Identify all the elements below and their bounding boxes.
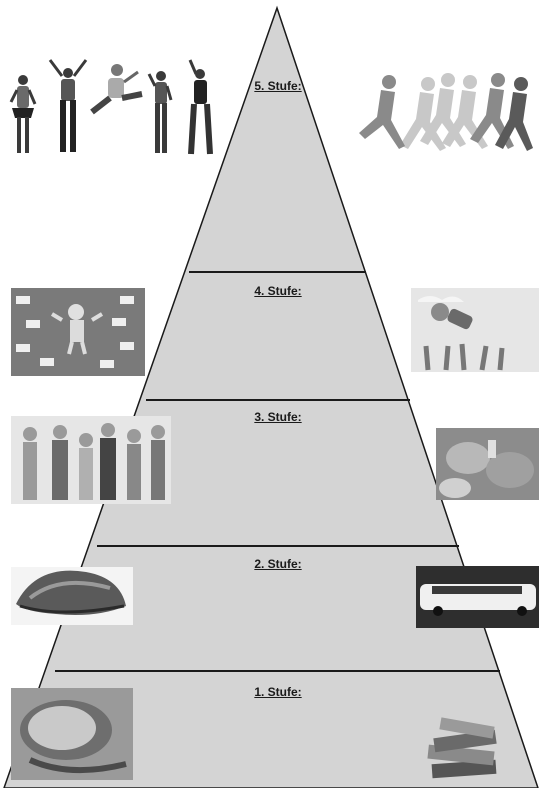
level-5-label-text: 5. Stufe: bbox=[254, 79, 302, 93]
level-3-label: 3. Stufe: bbox=[254, 410, 302, 424]
group-image bbox=[11, 416, 171, 504]
bread-image bbox=[11, 688, 133, 780]
runners-image bbox=[359, 73, 533, 151]
party-image bbox=[436, 428, 539, 500]
applause-image bbox=[11, 288, 145, 376]
level-4-label: 4. Stufe: bbox=[254, 284, 302, 298]
helmet-image bbox=[11, 567, 133, 625]
crowd-toss-image bbox=[411, 288, 539, 372]
level-5-label bbox=[250, 79, 306, 93]
limousine-image bbox=[416, 566, 539, 628]
level-2-label: 2. Stufe: bbox=[254, 557, 302, 571]
dancers-image bbox=[11, 60, 210, 154]
level-1-label: 1. Stufe: bbox=[254, 685, 302, 699]
